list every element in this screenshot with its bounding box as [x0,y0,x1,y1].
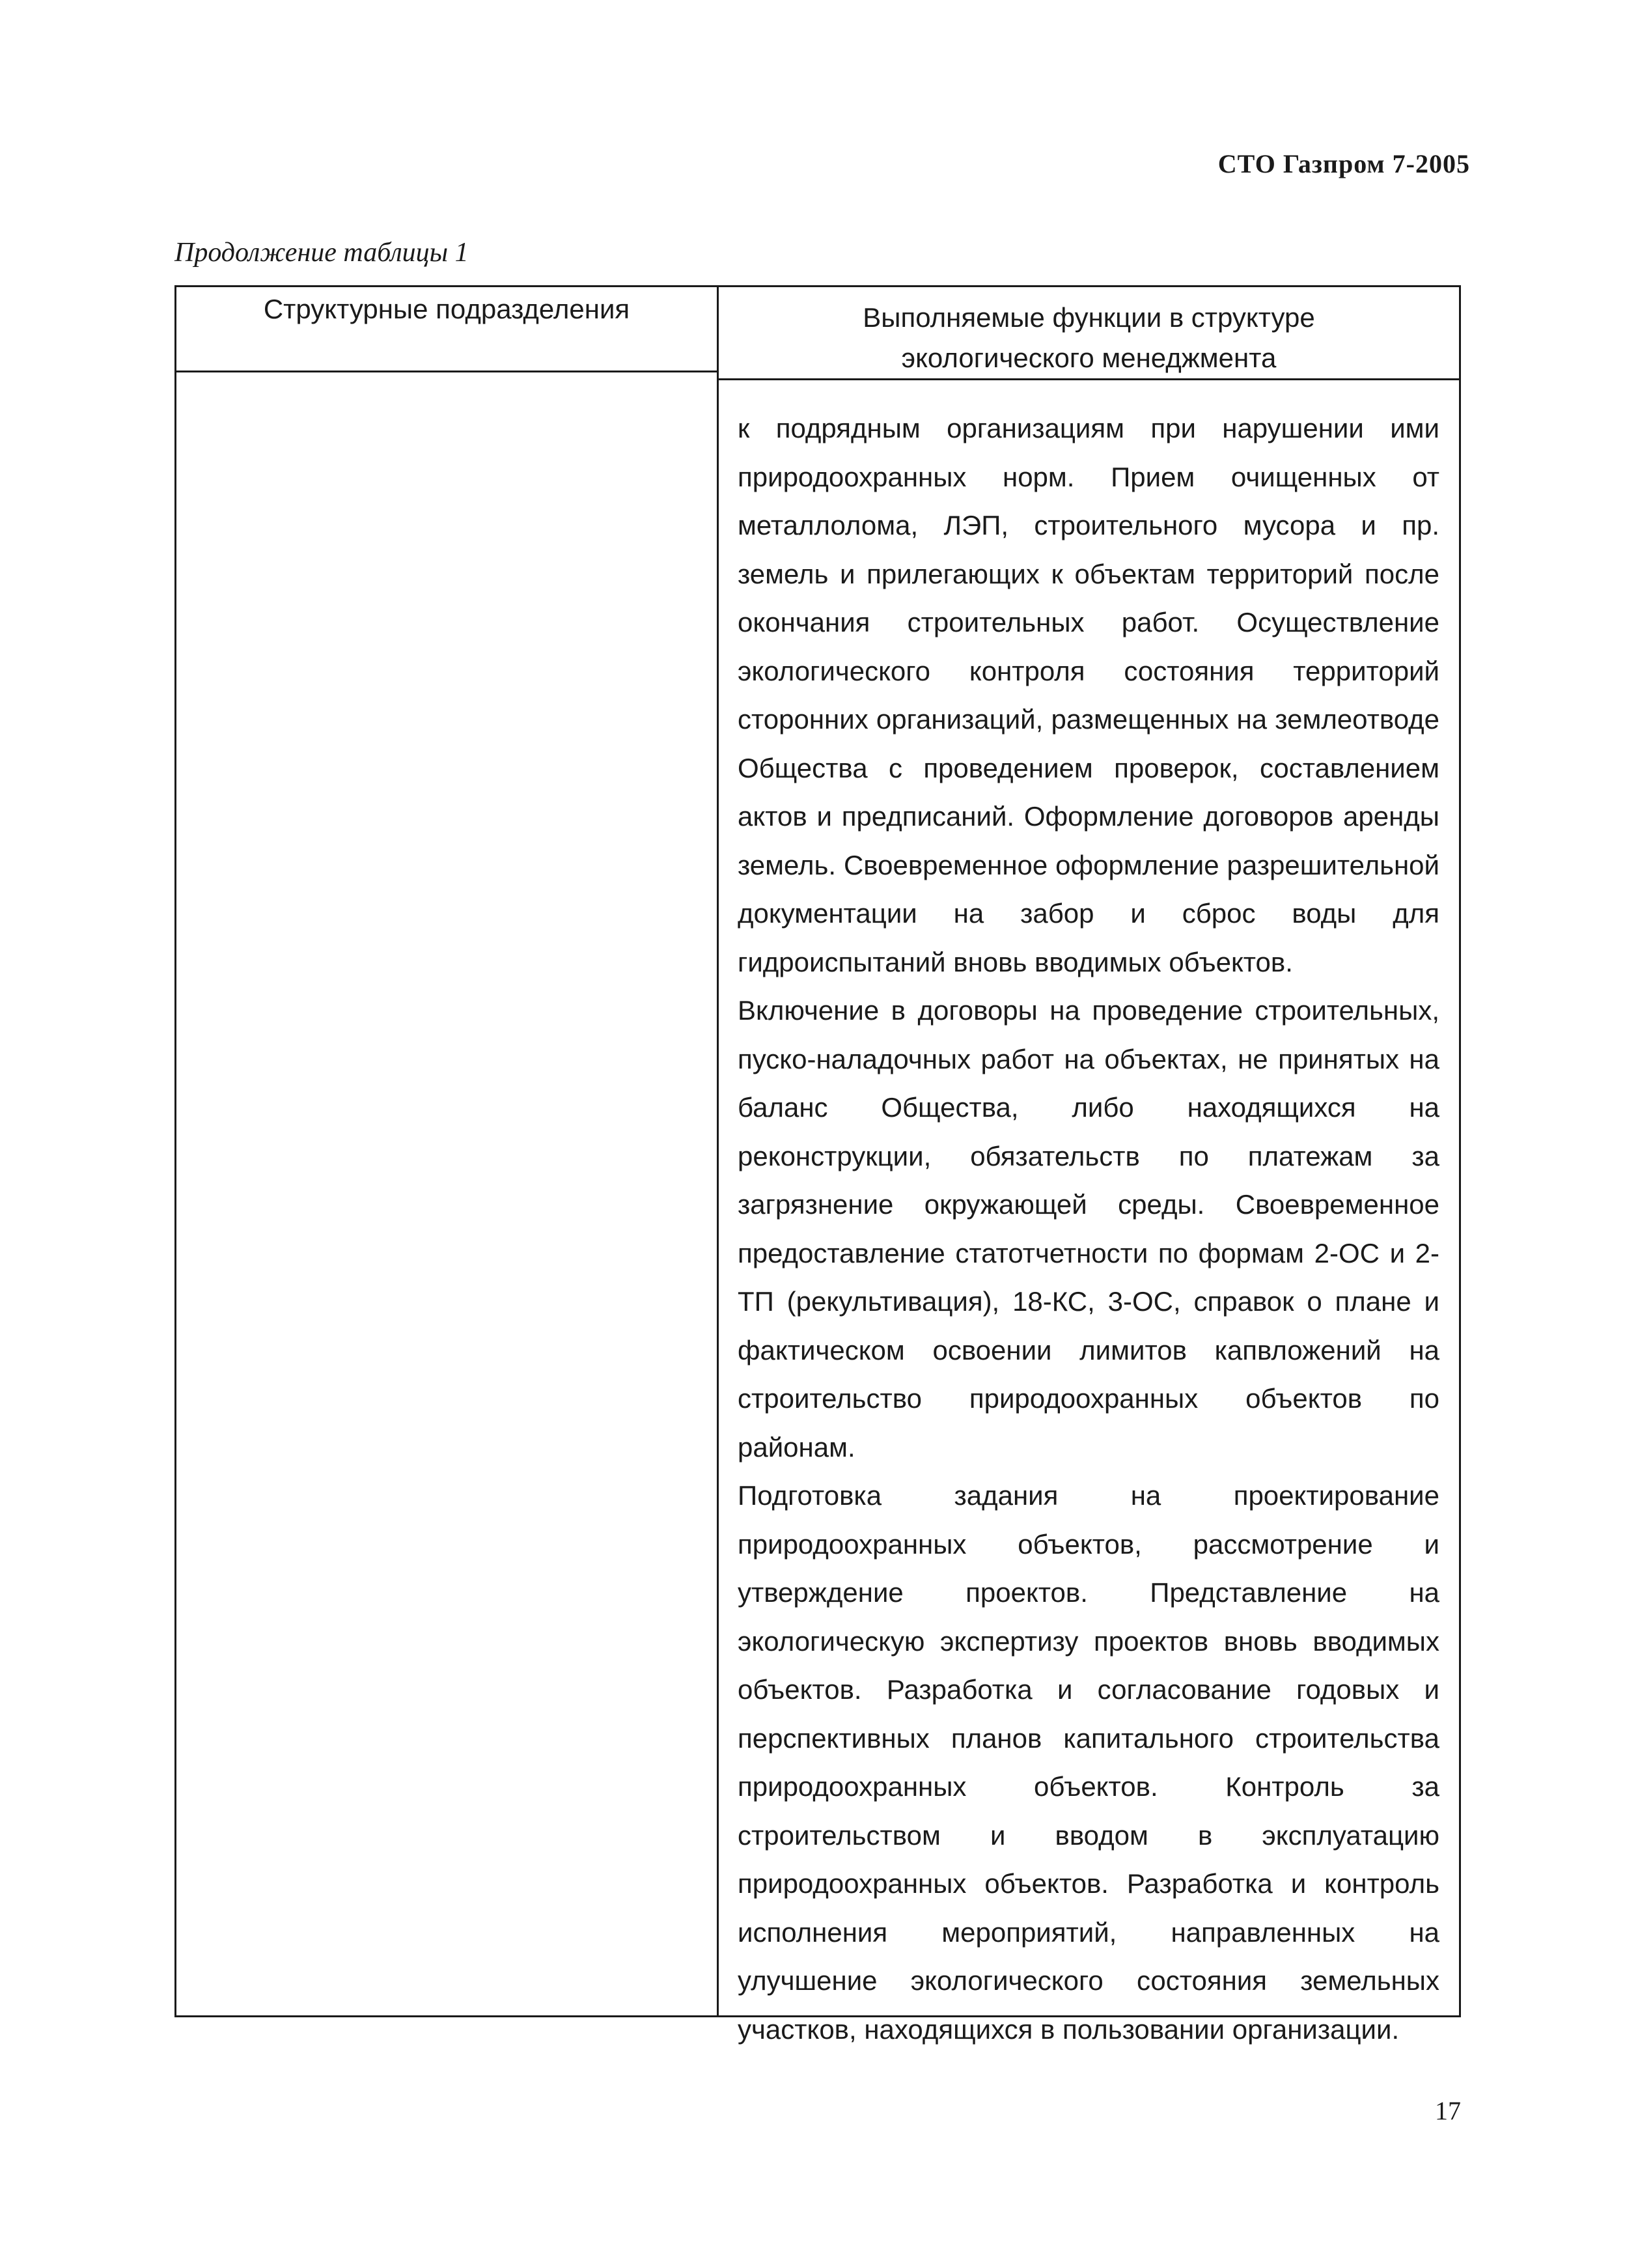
header-rule-right [717,378,1459,380]
column-header-functions-line2: экологического менеджмента [901,343,1277,373]
column-header-functions-line1: Выполняемые функции в структуре [863,302,1315,333]
functions-table [174,285,1461,2045]
column-header-departments: Структурные подразделения [263,294,630,324]
page-number: 17 [1435,2096,1461,2125]
column-divider [717,287,719,2015]
functions-paragraph-2: Включение в договоры на проведение строительных, пуско-наладочных работ на объектах, не принятых на баланс Общества, либо находящихся на реконструкции, обязательств по платежам за загрязнение окружающей среды. Своевременное предоставление статотчетности по формам 2-ОС и 2-ТП (рекультивация), 18-КС, 3-ОС, справок о плане и фактическом освоении лимитов капвложений на строительство природоохранных объектов по районам. [738,995,1439,1463]
functions-paragraph-1: к подрядным организациям при нарушении ими природоохранных норм. Прием очищенных от металлолома, ЛЭП, строительного мусора и пр. земель и прилегающих к объектам территорий после окончания строительных работ. Осуществление экологического контроля состояния территорий сторонних организаций, размещенных на землеотводе Общества с проведением проверок, составлением актов и предписаний. Оформление договоров аренды земель. Своевременное оформление разрешительной документации на забор и сброс воды для гидроиспытаний вновь вводимых объектов. [738,413,1439,977]
functions-paragraph-3: Подготовка задания на проектирование природоохранных объектов, рассмотрение и утверждение проектов. Представление на экологическую экспертизу проектов вновь вводимых объектов. Разработка и согласование годовых и перспективных планов капитального строительства природоохранных объектов. Контроль за строительством и вводом в эксплуатацию природоохранных объектов. Разработка и контроль исполнения мероприятий, направленных на улучшение экологического состояния земельных участков, находящихся в пользовании организации. [738,1480,1439,2045]
column-header-functions [719,298,1459,378]
document-code: СТО Газпром 7-2005 [1217,149,1470,178]
table-caption: Продолжение таблицы 1 [174,238,469,268]
functions-cell [738,404,1439,2054]
header-rule-left [176,371,717,372]
